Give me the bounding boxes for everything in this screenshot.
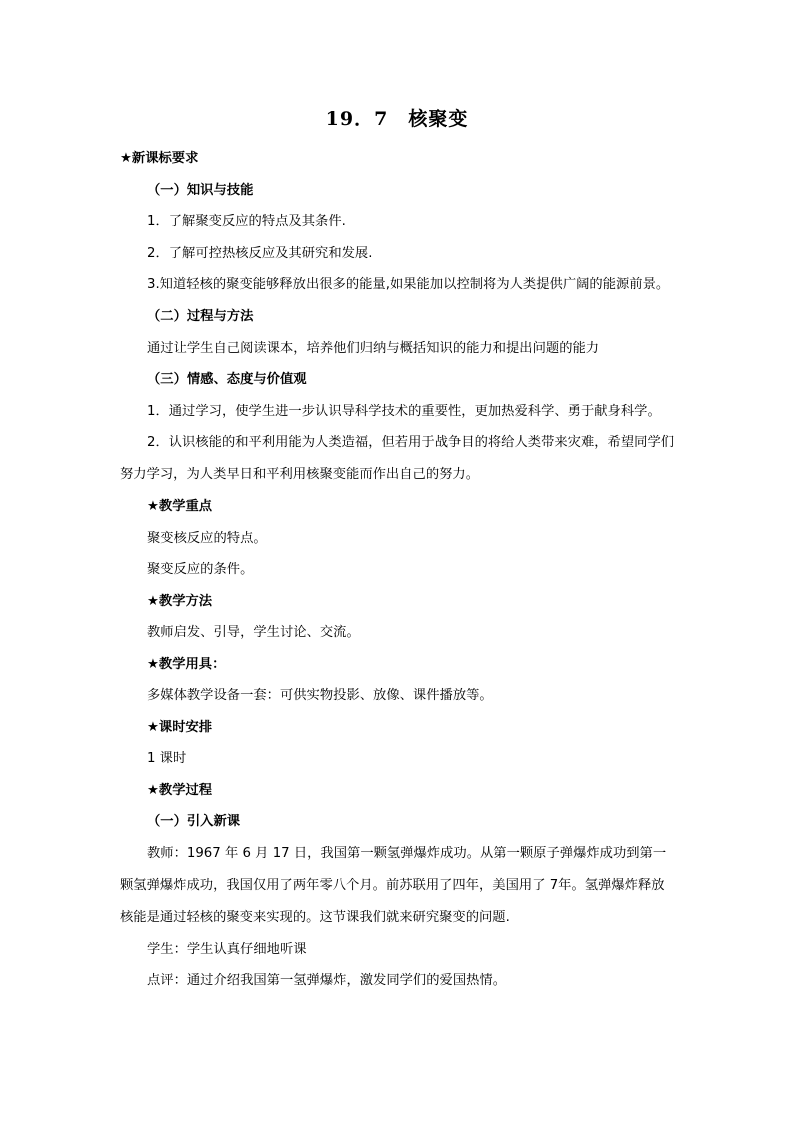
paragraph: 点评：通过介绍我国第一氢弹爆炸，激发同学们的爱国热情。 — [147, 973, 507, 988]
paragraph: 教师启发、引导，学生讨论、交流。 — [147, 625, 360, 640]
paragraph: 3.知道轻核的聚变能够释放出很多的能量,如果能加以控制将为人类提供广阔的能源前景。 — [147, 277, 670, 292]
heading-teaching-method: ★教学方法 — [147, 593, 213, 609]
heading-emotion-values: （三）情感、态度与价值观 — [147, 372, 307, 387]
paragraph: 教师：1967 年 6 月 17 日，我国第一颗氢弹爆炸成功。从第一颗原子弹爆炸成功到第一颗氢弹爆炸成功，我国仅用了两年零八个月。前苏联用了四年，美国用了 7年。氢弹爆炸释放核能是通过轻核的聚变来实现的。这节课我们就来研究聚变的问题. — [120, 845, 667, 925]
heading-curriculum-requirements: ★新课标要求 — [120, 151, 199, 166]
heading-teaching-tools: ★教学用具： — [147, 656, 226, 672]
paragraph: 通过让学生自己阅读课本，培养他们归纳与概括知识的能力和提出问题的能力 — [147, 340, 600, 356]
paragraph: 1．了解聚变反应的特点及其条件. — [147, 214, 346, 229]
paragraph: 聚变核反应的特点。 — [147, 530, 267, 546]
heading-teaching-process: ★教学过程 — [147, 782, 213, 798]
heading-knowledge-skills: （一）知识与技能 — [147, 182, 254, 198]
paragraph: 1 课时 — [147, 751, 187, 766]
paragraph: 多媒体教学设备一套：可供实物投影、放像、课件播放等。 — [147, 688, 493, 703]
paragraph: 1．通过学习，使学生进一步认识导科学技术的重要性，更加热爱科学、勇于献身科学。 — [147, 403, 661, 419]
document-body — [120, 143, 676, 997]
paragraph: 学生：学生认真仔细地听课 — [147, 941, 307, 957]
heading-teaching-focus: ★教学重点 — [147, 499, 213, 514]
paragraph: 2．认识核能的和平利用能为人类造福，但若用于战争目的将给人类带来灾难，希望同学们努力学习，为人类早日和平利用核聚变能而作出自己的努力。 — [120, 435, 675, 482]
page-title: 19．7 核聚变 — [325, 108, 469, 130]
paragraph: 聚变反应的条件。 — [147, 562, 254, 577]
paragraph: 2．了解可控热核反应及其研究和发展. — [147, 245, 373, 261]
heading-class-schedule: ★课时安排 — [147, 719, 213, 735]
heading-introduction: （一）引入新课 — [147, 814, 241, 829]
heading-process-method: （二）过程与方法 — [147, 309, 254, 324]
